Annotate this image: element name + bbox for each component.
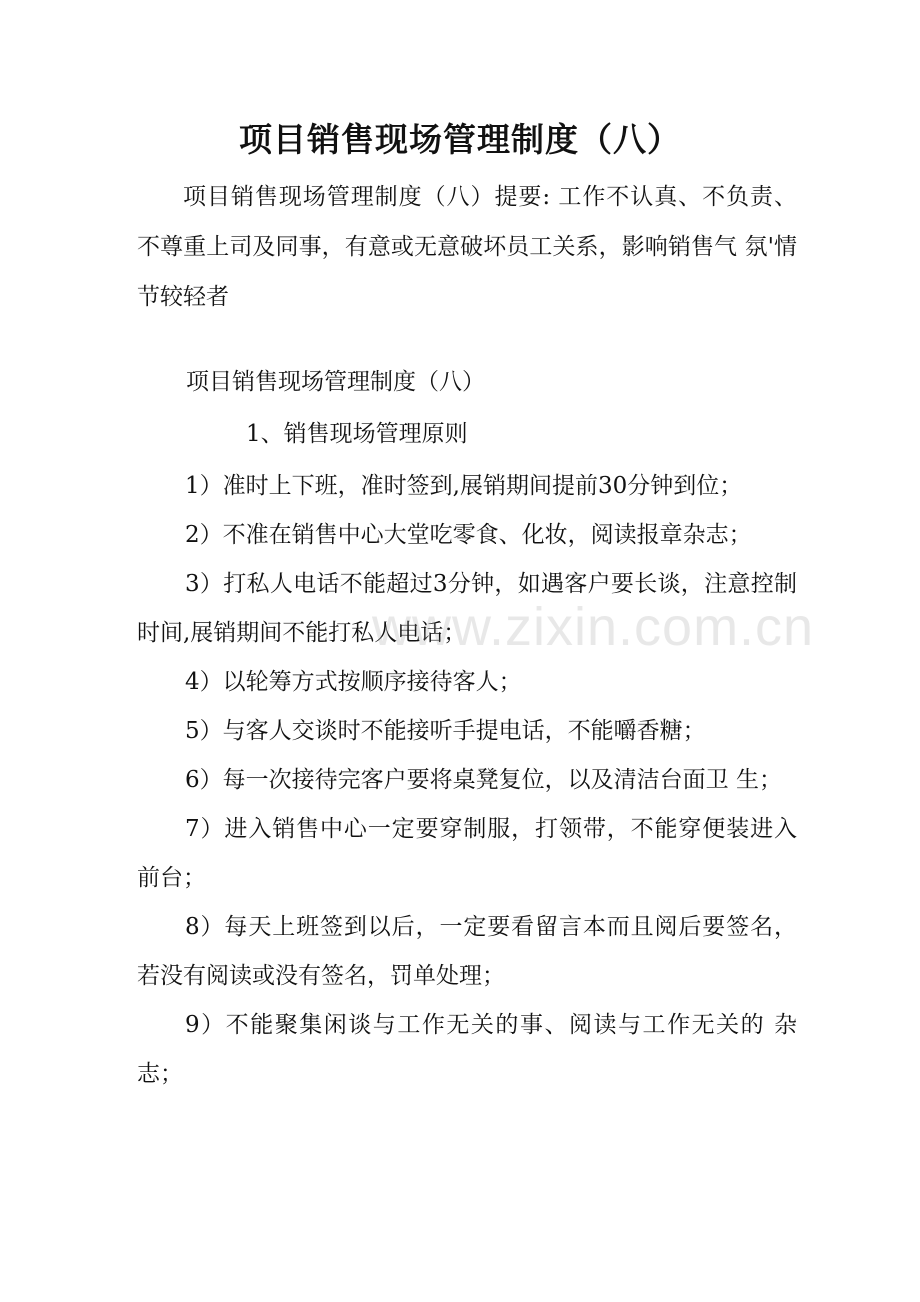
- rule-item-1: 1）准时上下班，准时签到,展销期间提前30分钟到位；: [185, 473, 743, 499]
- rule-item-8: 8）每天上班签到以后，一定要看留言本而且阅后要签名，若没有阅读或没有签名，罚单处理；: [137, 914, 797, 989]
- rule-item-5: 5）与客人交谈时不能接听手提电话，不能嚼香糖；: [185, 718, 706, 744]
- watermark: www.zixin.com.cn: [372, 597, 815, 657]
- rule-item-6: 6）每一次接待完客户要将桌凳复位，以及清洁台面卫 生；: [185, 767, 782, 793]
- rule-item-3: 3）打私人电话不能超过3分钟，如遇客户要长谈，注意控制时间,展销期间不能打私人电话；: [137, 571, 797, 646]
- section-heading: 项目销售现场管理制度（八）: [186, 369, 485, 395]
- subsection-heading: 1、销售现场管理原则: [246, 421, 468, 447]
- rule-item-2: 2）不准在销售中心大堂吃零食、化妆，阅读报章杂志；: [185, 522, 752, 548]
- summary-paragraph: 项目销售现场管理制度（八）提要: 工作不认真、不负责、 不尊重上司及同事，有意或无意破坏员工关系，影响销售气 氛'情节较轻者: [137, 184, 797, 310]
- rule-item-9: 9）不能聚集闲谈与工作无关的事、阅读与工作无关的 杂志；: [137, 1012, 797, 1087]
- rule-item-7: 7）进入销售中心一定要穿制服，打领带，不能穿便装进入 前台；: [137, 816, 797, 891]
- rule-item-4: 4）以轮筹方式按顺序接待客人；: [185, 669, 522, 695]
- document-title: 项目销售现场管理制度（八）: [239, 120, 681, 159]
- rules-list: [137, 462, 797, 1099]
